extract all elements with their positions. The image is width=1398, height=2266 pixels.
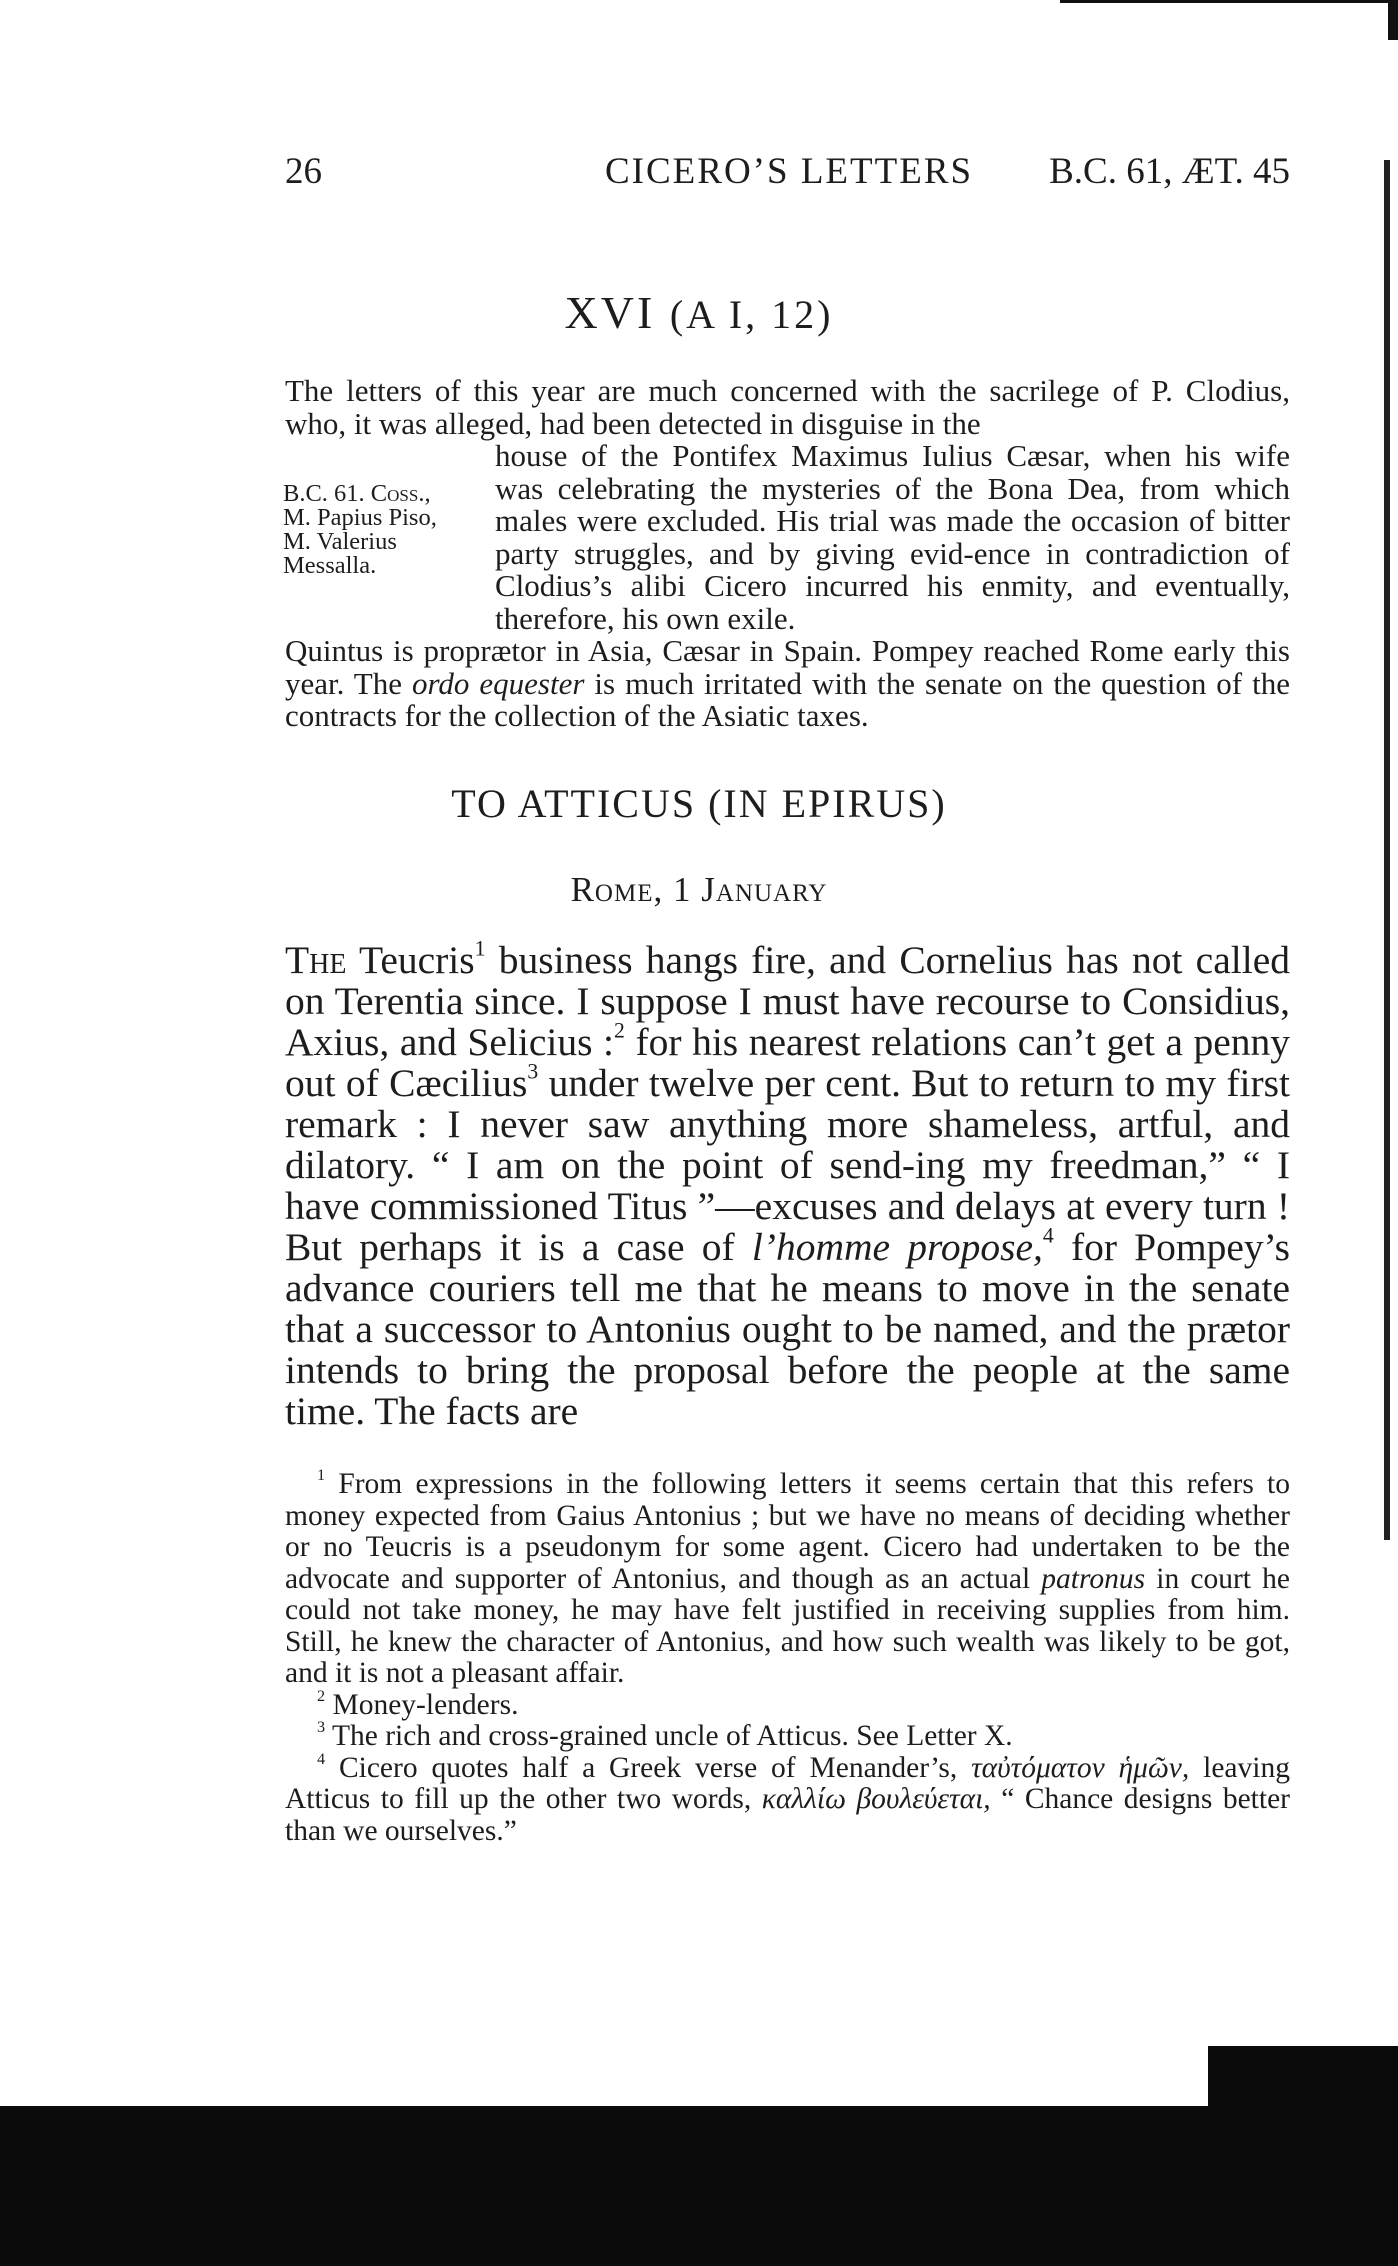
footnote-4-marker: 4 bbox=[317, 1749, 326, 1768]
footnote-3-marker: 3 bbox=[317, 1718, 326, 1737]
running-header bbox=[285, 150, 1290, 200]
footnote-1-italic: patronus bbox=[1041, 1562, 1146, 1595]
letter-reference: (A I, 12) bbox=[669, 292, 834, 337]
letter-number: XVI bbox=[564, 287, 656, 338]
footnote-3 bbox=[285, 1718, 1290, 1753]
letter-addressee: TO ATTICUS (IN EPIRUS) bbox=[451, 781, 947, 826]
footnote-1 bbox=[285, 1466, 1290, 1690]
footnote-2 bbox=[285, 1686, 1290, 1722]
footnote-4 bbox=[285, 1749, 1290, 1848]
footnote-2-text: Money-lenders. bbox=[325, 1688, 519, 1721]
footnote-4-greek-2: καλλίω βουλεύεται, bbox=[761, 1783, 991, 1815]
scan-border-hook bbox=[1388, 0, 1398, 40]
body-italic-quote: l’homme propose, bbox=[751, 1225, 1043, 1269]
footnote-ref-1: 1 bbox=[474, 936, 486, 961]
footnote-ref-4: 4 bbox=[1042, 1223, 1054, 1248]
intro-bottom-after: is much irritated with the senate on the question of the contracts for the collection of the Asiatic taxes. bbox=[285, 665, 1290, 733]
footnote-1-text-b: in court he could not take money, he may have felt justified in receiving supplies from him. Still, he knew the character of Antonius, and how such wealth was likely to be got, and it is not a pleasant affair. bbox=[285, 1562, 1290, 1689]
body-paragraph bbox=[285, 936, 1290, 1433]
body-text-4: under twelve per cent. But to return to my first remark : I never saw anything more shameless, artful, and dilatory. “ I am on the point of send-ing my freedman,” “ I have commissioned Titus ”—excuses and delays at every turn ! But perhaps it is a case of bbox=[285, 1061, 1290, 1269]
sidenote-consul-2a: M. Valerius bbox=[283, 528, 397, 555]
page-number: 26 bbox=[285, 151, 322, 192]
footnote-4-greek-1: ταὐτόματον ἡμῶν, bbox=[971, 1751, 1190, 1784]
footnote-1-text-a: From expressions in the following letters it seems certain that this refers to money expected from Gaius Antonius ; but we have no means of deciding whether or no Teucris is a pseudonym for some agent. Cicero had undertaken to be the advocate and supporter of Antonius, and though as an actual bbox=[285, 1468, 1290, 1595]
running-title: CICERO’S LETTERS bbox=[605, 151, 974, 192]
body-text-3: for his nearest relations can’t get a penny out of Cæcilius bbox=[285, 1020, 1290, 1105]
running-date: B.C. 61, ÆT. 45 bbox=[1049, 151, 1290, 192]
intro-bottom-before: Quintus is proprætor in Asia, Cæsar in Spain. Pompey reached Rome early this year. The bbox=[285, 633, 1290, 701]
margin-sidenote bbox=[283, 482, 488, 578]
scan-border-bottom bbox=[0, 2106, 1398, 2266]
body-text-2: business hangs fire, and Cornelius has not called on Terentia since. I suppose I must have recourse to Considius, Axius, and Selicius : bbox=[285, 938, 1290, 1064]
sidenote-consuls: B.C. 61. Coss., bbox=[283, 480, 431, 507]
body-lead-word: The bbox=[285, 938, 347, 982]
letter-heading bbox=[0, 286, 1398, 339]
intro-lines-top: The letters of this year are much concerned with the sacrilege of P. Clodius, who, it was alleged, had been detected in disguise in the bbox=[285, 373, 1290, 441]
sidenote-consul-1: M. Papius Piso, bbox=[283, 504, 437, 531]
footnote-1-marker: 1 bbox=[317, 1466, 326, 1485]
footnote-3-text: The rich and cross-grained uncle of Atticus. See Letter X. bbox=[325, 1720, 1013, 1752]
footnotes bbox=[285, 1466, 1290, 1847]
intro-inset-lines: house of the Pontifex Maximus Iulius Cæsar, when his wife was celebrating the mysteries of the Bona Dea, from which males were excluded. His trial was made the occasion of bitter party struggles, and by giving evid-ence in contradiction of Clodius’s alibi Cicero incurred his enmity, and eventually, therefore, his own exile. bbox=[495, 438, 1290, 636]
scan-border-right bbox=[1384, 160, 1390, 1540]
intro-italic-phrase: ordo equester bbox=[412, 665, 585, 701]
footnote-2-marker: 2 bbox=[317, 1686, 326, 1705]
footnote-ref-2: 2 bbox=[614, 1018, 625, 1043]
body-text-5: for Pompey’s advance couriers tell me that he means to move in the senate that a successor to Antonius ought to be named, and the prætor intends to bring the proposal before the people at the same time. The facts are bbox=[285, 1225, 1290, 1433]
footnote-4-text-b: leaving Atticus to fill up the other two words, bbox=[285, 1751, 1290, 1815]
footnote-ref-3: 3 bbox=[527, 1059, 539, 1084]
body-text-1: Teucris bbox=[346, 938, 475, 982]
intro-lines-bottom bbox=[285, 635, 1290, 733]
footnote-4-text-c: “ Chance designs better than we ourselves.” bbox=[285, 1783, 1290, 1847]
scan-border-top bbox=[1060, 0, 1398, 3]
letter-body bbox=[285, 936, 1290, 1433]
footnote-4-text-a: Cicero quotes half a Greek verse of Menander’s, bbox=[325, 1751, 972, 1784]
sidenote-consul-2b: Messalla. bbox=[283, 552, 377, 579]
letter-dateline: Rome, 1 January bbox=[570, 870, 828, 909]
